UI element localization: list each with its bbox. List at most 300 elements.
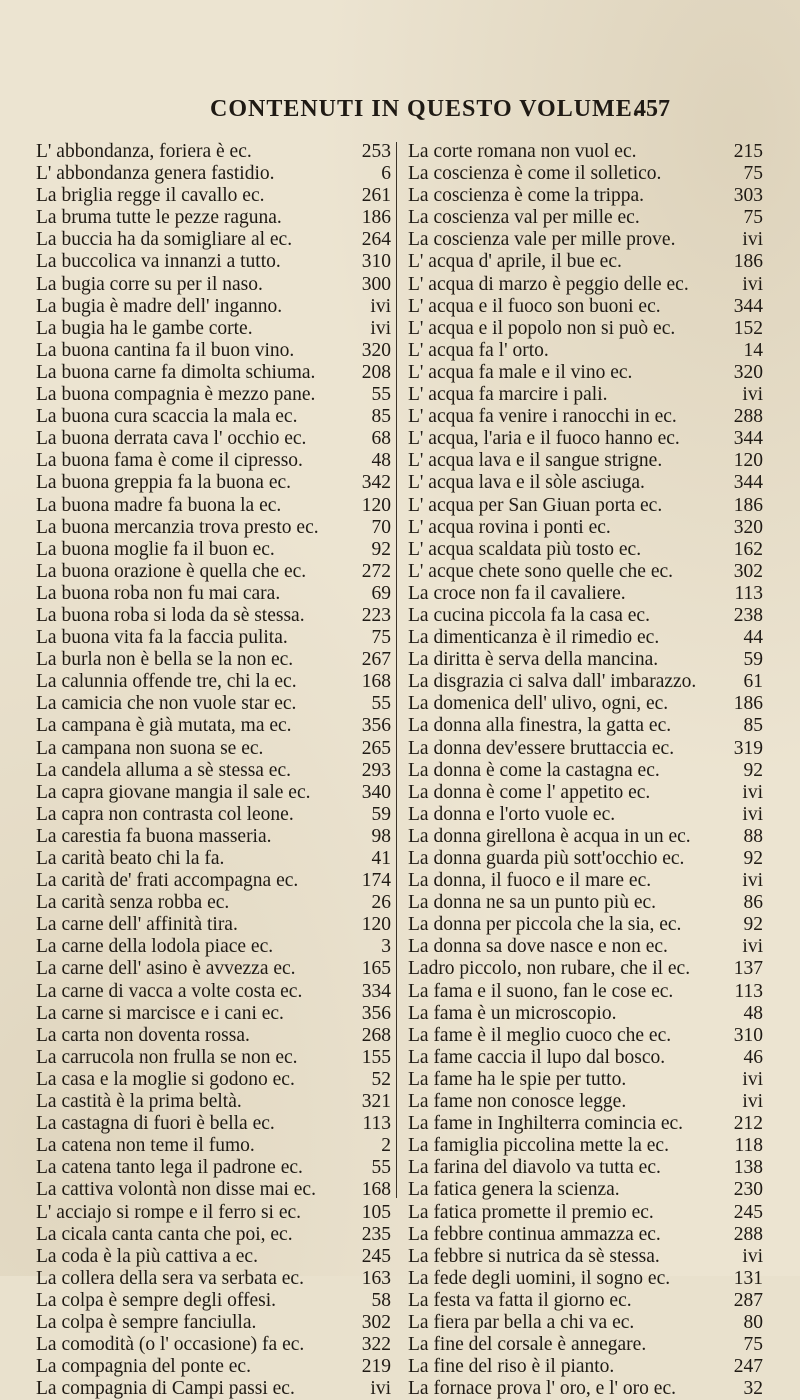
entry-page-number: 163 xyxy=(361,1267,391,1289)
entry-page-number: 75 xyxy=(743,163,763,185)
index-entry xyxy=(36,406,391,428)
entry-page-number: 120 xyxy=(733,450,763,472)
index-entry xyxy=(36,760,391,782)
entry-text: L' acqua di marzo è peggio delle ec. xyxy=(408,273,689,295)
index-entry xyxy=(36,1113,391,1135)
entry-page-number: 80 xyxy=(743,1311,763,1333)
entry-text: La comodità (o l' occasione) fa ec. xyxy=(36,1334,305,1356)
index-entry xyxy=(408,804,763,826)
entry-text: La donna guarda più sott'occhio ec. xyxy=(408,848,685,869)
entry-page-number: 75 xyxy=(743,207,763,229)
entry-page-number: 55 xyxy=(371,1157,391,1179)
entry-text: La fame non conosce legge. xyxy=(408,1091,627,1113)
entry-text: La carta non doventa rossa. xyxy=(36,1024,250,1046)
index-entry xyxy=(408,384,763,406)
entry-page-number: 320 xyxy=(361,339,391,361)
entry-text: L' acque chete sono quelle che ec. xyxy=(408,560,674,582)
entry-page-number: ivi xyxy=(742,229,763,251)
index-entry xyxy=(36,958,391,980)
index-entry xyxy=(408,936,763,958)
index-entry xyxy=(36,715,391,737)
entry-page-number: 92 xyxy=(743,848,763,869)
entry-text: La fame ha le spie per tutto. xyxy=(408,1068,627,1090)
index-entry xyxy=(408,1268,763,1290)
index-entry xyxy=(408,958,763,980)
index-entry xyxy=(408,892,763,914)
entry-page-number: 245 xyxy=(361,1245,391,1267)
entry-text: L' acqua fa marcire i pali. xyxy=(408,384,608,406)
index-entry xyxy=(408,583,763,605)
index-entry xyxy=(36,561,391,583)
index-entry xyxy=(408,1290,763,1312)
entry-text: La fornace prova l' oro, e l' oro ec. xyxy=(408,1378,676,1400)
entry-text: La donna è come la castagna ec. xyxy=(408,759,660,781)
entry-page-number: 322 xyxy=(361,1334,391,1356)
index-entry xyxy=(408,296,763,318)
entry-page-number: 320 xyxy=(733,516,763,538)
entry-page-number: 98 xyxy=(371,825,391,847)
index-entry xyxy=(408,1047,763,1069)
index-entry xyxy=(36,1069,391,1091)
entry-page-number: ivi xyxy=(742,1245,763,1267)
entry-page-number: 120 xyxy=(361,494,391,516)
entry-page-number: 215 xyxy=(733,141,763,162)
entry-page-number: 168 xyxy=(361,671,391,693)
entry-text: La coscienza val per mille ec. xyxy=(408,207,640,229)
entry-page-number: 302 xyxy=(361,1311,391,1333)
entry-text: La carne di vacca a volte costa ec. xyxy=(36,980,303,1002)
index-entry xyxy=(408,1069,763,1091)
index-entry xyxy=(408,1312,763,1334)
entry-text: La bugia ha le gambe corte. xyxy=(36,317,253,339)
index-entry xyxy=(36,1246,391,1268)
entry-text: La burla non è bella se la non ec. xyxy=(36,649,294,671)
entry-text: La disgrazia ci salva dall' imbarazzo. xyxy=(408,671,697,693)
entry-text: La fama e il suono, fan le cose ec. xyxy=(408,980,674,1002)
entry-page-number: 302 xyxy=(733,560,763,582)
entry-page-number: ivi xyxy=(370,317,391,339)
index-entry xyxy=(36,1202,391,1224)
entry-page-number: 92 xyxy=(743,914,763,936)
entry-page-number: 268 xyxy=(361,1024,391,1046)
index-entry xyxy=(408,870,763,892)
index-entry xyxy=(408,274,763,296)
index-entry xyxy=(36,472,391,494)
entry-page-number: 310 xyxy=(733,1024,763,1046)
entry-text: L' abbondanza genera fastidio. xyxy=(36,163,275,185)
entry-page-number: 235 xyxy=(361,1223,391,1245)
index-entry xyxy=(408,1334,763,1356)
index-entry xyxy=(36,229,391,251)
page-number: 457 xyxy=(634,96,670,122)
entry-text: L' acciajo si rompe e il ferro si ec. xyxy=(36,1201,302,1223)
entry-page-number: 61 xyxy=(743,671,763,693)
entry-text: L' acqua fa l' orto. xyxy=(408,339,549,361)
index-entry xyxy=(408,1202,763,1224)
entry-page-number: 321 xyxy=(361,1091,391,1113)
entry-text: La cucina piccola fa la casa ec. xyxy=(408,604,650,626)
entry-text: L' acqua d' aprile, il bue ec. xyxy=(408,251,622,273)
entry-page-number: 320 xyxy=(733,361,763,383)
entry-text: La carità senza robba ec. xyxy=(36,892,230,914)
index-entry xyxy=(36,804,391,826)
index-entry xyxy=(408,561,763,583)
entry-page-number: 344 xyxy=(733,472,763,494)
index-entry xyxy=(36,141,391,163)
entry-text: La colpa è sempre degli offesi. xyxy=(36,1289,277,1311)
index-entry xyxy=(36,251,391,273)
entry-text: La donna girellona è acqua in un ec. xyxy=(408,825,691,847)
index-entry xyxy=(408,517,763,539)
entry-text: La donna ne sa un punto più ec. xyxy=(408,892,657,914)
entry-text: La campana non suona se ec. xyxy=(36,737,264,759)
entry-text: La donna è come l' appetito ec. xyxy=(408,781,651,803)
index-entry xyxy=(36,539,391,561)
entry-page-number: 32 xyxy=(743,1378,763,1400)
index-entry xyxy=(36,870,391,892)
entry-text: La bugia è madre dell' inganno. xyxy=(36,295,283,317)
entry-page-number: 186 xyxy=(733,251,763,273)
entry-text: La campana è già mutata, ma ec. xyxy=(36,715,292,737)
entry-text: La collera della sera va serbata ec. xyxy=(36,1267,304,1289)
entry-page-number: 356 xyxy=(361,715,391,737)
entry-page-number: 113 xyxy=(362,1113,391,1135)
entry-text: La camicia che non vuole star ec. xyxy=(36,693,297,715)
entry-page-number: 186 xyxy=(733,494,763,516)
entry-text: La domenica dell' ulivo, ogni, ec. xyxy=(408,693,669,715)
index-entry xyxy=(36,981,391,1003)
index-entry xyxy=(408,450,763,472)
index-entry xyxy=(408,185,763,207)
entry-page-number: 319 xyxy=(733,737,763,759)
entry-page-number: 288 xyxy=(733,406,763,428)
entry-text: La fatica promette il premio ec. xyxy=(408,1201,654,1223)
entry-page-number: 344 xyxy=(733,428,763,450)
entry-page-number: 310 xyxy=(361,251,391,273)
entry-page-number: 48 xyxy=(743,1002,763,1024)
index-entry xyxy=(36,1378,391,1400)
index-entry xyxy=(408,1135,763,1157)
entry-page-number: 208 xyxy=(361,361,391,383)
index-entry xyxy=(408,671,763,693)
index-entry xyxy=(408,428,763,450)
entry-text: La candela alluma a sè stessa ec. xyxy=(36,759,291,781)
entry-page-number: 59 xyxy=(743,649,763,671)
entry-text: La casa e la moglie si godono ec. xyxy=(36,1068,295,1090)
entry-page-number: 26 xyxy=(371,892,391,914)
entry-text: La buona greppia fa la buona ec. xyxy=(36,472,292,494)
entry-text: La cicala canta canta che poi, ec. xyxy=(36,1223,293,1245)
entry-page-number: 55 xyxy=(371,384,391,406)
entry-page-number: ivi xyxy=(742,803,763,825)
index-entry xyxy=(36,892,391,914)
entry-page-number: 69 xyxy=(371,582,391,604)
entry-text: La buona roba si loda da sè stessa. xyxy=(36,604,305,626)
index-entry xyxy=(36,163,391,185)
entry-text: La bruma tutte le pezze raguna. xyxy=(36,207,282,229)
entry-text: La donna per piccola che la sia, ec. xyxy=(408,914,682,936)
index-entry xyxy=(36,1025,391,1047)
index-entry xyxy=(36,428,391,450)
entry-page-number: 92 xyxy=(371,538,391,560)
entry-text: La carestia fa buona masseria. xyxy=(36,825,272,847)
entry-text: La buona vita fa la faccia pulita. xyxy=(36,627,288,649)
entry-text: La diritta è serva della mancina. xyxy=(408,649,659,671)
entry-page-number: 44 xyxy=(743,627,763,649)
entry-text: La buona compagnia è mezzo pane. xyxy=(36,384,316,406)
index-entry xyxy=(408,649,763,671)
entry-page-number: 261 xyxy=(361,185,391,207)
index-entry xyxy=(36,274,391,296)
index-entry xyxy=(36,649,391,671)
entry-page-number: 48 xyxy=(371,450,391,472)
entry-page-number: 41 xyxy=(371,848,391,869)
entry-text: La buona roba non fu mai cara. xyxy=(36,582,281,604)
entry-text: La dimenticanza è il rimedio ec. xyxy=(408,627,660,649)
entry-page-number: 85 xyxy=(743,715,763,737)
index-entry xyxy=(36,738,391,760)
index-entry xyxy=(36,1135,391,1157)
index-entry xyxy=(408,318,763,340)
entry-text: La capra giovane mangia il sale ec. xyxy=(36,781,311,803)
entry-text: La famiglia piccolina mette la ec. xyxy=(408,1135,669,1157)
entry-page-number: 223 xyxy=(361,604,391,626)
entry-page-number: 113 xyxy=(734,980,763,1002)
entry-text: La catena non teme il fumo. xyxy=(36,1135,255,1157)
entry-page-number: ivi xyxy=(742,936,763,958)
entry-text: La fede degli uomini, il sogno ec. xyxy=(408,1267,671,1289)
entry-page-number: 70 xyxy=(371,516,391,538)
index-entry xyxy=(36,340,391,362)
entry-page-number: 88 xyxy=(743,825,763,847)
index-entry xyxy=(408,340,763,362)
entry-page-number: 288 xyxy=(733,1223,763,1245)
entry-text: La buona orazione è quella che ec. xyxy=(36,560,307,582)
index-entry xyxy=(408,229,763,251)
index-entry xyxy=(36,1290,391,1312)
entry-text: La buona mercanzia trova presto ec. xyxy=(36,516,319,538)
index-entry xyxy=(36,1047,391,1069)
entry-text: L' acqua fa venire i ranocchi in ec. xyxy=(408,406,677,428)
entry-text: La coda è la più cattiva a ec. xyxy=(36,1245,258,1267)
index-entry xyxy=(408,1091,763,1113)
entry-page-number: 113 xyxy=(734,582,763,604)
index-entry xyxy=(408,1157,763,1179)
index-entry xyxy=(36,384,391,406)
entry-text: L' acqua lava e il sòle asciuga. xyxy=(408,472,645,494)
entry-page-number: ivi xyxy=(370,295,391,317)
entry-page-number: 340 xyxy=(361,781,391,803)
entry-text: L' acqua per San Giuan porta ec. xyxy=(408,494,663,516)
entry-page-number: 238 xyxy=(733,604,763,626)
entry-text: La buona madre fa buona la ec. xyxy=(36,494,282,516)
entry-page-number: 59 xyxy=(371,803,391,825)
entry-text: La fatica genera la scienza. xyxy=(408,1179,620,1201)
index-entry xyxy=(408,1179,763,1201)
index-entry xyxy=(36,1003,391,1025)
index-entry xyxy=(408,627,763,649)
entry-page-number: ivi xyxy=(742,1091,763,1113)
entry-text: La donna e l'orto vuole ec. xyxy=(408,803,616,825)
entry-text: La coscienza vale per mille prove. xyxy=(408,229,676,251)
entry-text: L' acqua e il fuoco son buoni ec. xyxy=(408,295,661,317)
index-entry xyxy=(408,1113,763,1135)
index-entry xyxy=(36,495,391,517)
entry-page-number: 264 xyxy=(361,229,391,251)
entry-page-number: 300 xyxy=(361,273,391,295)
index-entry xyxy=(36,914,391,936)
entry-page-number: 165 xyxy=(361,958,391,980)
entry-page-number: 118 xyxy=(734,1135,763,1157)
left-index-column xyxy=(36,141,391,1400)
index-entry xyxy=(408,1025,763,1047)
entry-text: L' acqua, l'aria e il fuoco hanno ec. xyxy=(408,428,680,450)
entry-text: La calunnia offende tre, chi la ec. xyxy=(36,671,297,693)
entry-text: La bugia corre su per il naso. xyxy=(36,273,263,295)
index-entry xyxy=(408,1356,763,1378)
entry-page-number: 14 xyxy=(743,339,763,361)
index-entry xyxy=(36,1091,391,1113)
index-entry xyxy=(36,605,391,627)
entry-text: La castagna di fuori è bella ec. xyxy=(36,1113,275,1135)
entry-page-number: 186 xyxy=(733,693,763,715)
index-entry xyxy=(408,693,763,715)
index-entry xyxy=(36,450,391,472)
entry-page-number: 247 xyxy=(733,1356,763,1378)
entry-text: La donna, il fuoco e il mare ec. xyxy=(408,870,652,892)
index-entry xyxy=(36,583,391,605)
entry-text: La capra non contrasta col leone. xyxy=(36,803,294,825)
entry-text: La carne della lodola piace ec. xyxy=(36,936,274,958)
entry-text: La fame è il meglio cuoco che ec. xyxy=(408,1024,672,1046)
index-entry xyxy=(408,141,763,163)
index-entry xyxy=(408,1246,763,1268)
index-entry xyxy=(408,406,763,428)
entry-page-number: 46 xyxy=(743,1046,763,1068)
entry-page-number: 287 xyxy=(733,1289,763,1311)
entry-page-number: 75 xyxy=(371,627,391,649)
entry-text: La febbre si nutrica da sè stessa. xyxy=(408,1245,660,1267)
entry-text: La carne dell' affinità tira. xyxy=(36,914,238,936)
entry-text: La fame caccia il lupo dal bosco. xyxy=(408,1046,666,1068)
index-entry xyxy=(408,207,763,229)
entry-text: La buccolica va innanzi a tutto. xyxy=(36,251,281,273)
entry-page-number: ivi xyxy=(742,384,763,406)
entry-page-number: ivi xyxy=(742,870,763,892)
index-entry xyxy=(408,1003,763,1025)
index-entry xyxy=(408,472,763,494)
index-entry xyxy=(408,981,763,1003)
entry-text: L' acqua fa male e il vino ec. xyxy=(408,361,633,383)
entry-text: La febbre continua ammazza ec. xyxy=(408,1223,661,1245)
index-entry xyxy=(36,1157,391,1179)
index-entry xyxy=(36,1356,391,1378)
index-entry xyxy=(408,1378,763,1400)
entry-page-number: 334 xyxy=(361,980,391,1002)
entry-page-number: 105 xyxy=(361,1201,391,1223)
entry-page-number: 86 xyxy=(743,892,763,914)
entry-page-number: ivi xyxy=(742,273,763,295)
entry-page-number: 272 xyxy=(361,560,391,582)
index-entry xyxy=(408,163,763,185)
index-entry xyxy=(408,738,763,760)
entry-text: La croce non fa il cavaliere. xyxy=(408,582,626,604)
entry-text: La cattiva volontà non disse mai ec. xyxy=(36,1179,316,1201)
entry-text: L' acqua rovina i ponti ec. xyxy=(408,516,611,538)
entry-page-number: 344 xyxy=(733,295,763,317)
entry-text: La festa va fatta il giorno ec. xyxy=(408,1289,632,1311)
entry-page-number: 267 xyxy=(361,649,391,671)
entry-text: La carrucola non frulla se non ec. xyxy=(36,1046,298,1068)
entry-text: La fiera par bella a chi va ec. xyxy=(408,1311,635,1333)
page-title: CONTENUTI IN QUESTO VOLUME. xyxy=(210,96,640,122)
entry-page-number: 131 xyxy=(733,1267,763,1289)
index-entry xyxy=(36,296,391,318)
entry-page-number: 230 xyxy=(733,1179,763,1201)
entry-page-number: 303 xyxy=(733,185,763,207)
index-entry xyxy=(408,826,763,848)
entry-page-number: 212 xyxy=(733,1113,763,1135)
entry-text: L' acqua scaldata più tosto ec. xyxy=(408,538,642,560)
entry-page-number: ivi xyxy=(370,1378,391,1400)
entry-text: La donna sa dove nasce e non ec. xyxy=(408,936,668,958)
entry-text: La fine del corsale è annegare. xyxy=(408,1334,647,1356)
entry-page-number: 2 xyxy=(381,1135,391,1157)
entry-page-number: 58 xyxy=(371,1289,391,1311)
entry-text: La carità beato chi la fa. xyxy=(36,848,225,869)
entry-page-number: 356 xyxy=(361,1002,391,1024)
index-entry xyxy=(36,1179,391,1201)
entry-text: La farina del diavolo va tutta ec. xyxy=(408,1157,661,1179)
entry-page-number: 155 xyxy=(361,1046,391,1068)
index-entry xyxy=(408,605,763,627)
entry-text: La briglia regge il cavallo ec. xyxy=(36,185,265,207)
index-entry xyxy=(408,848,763,870)
entry-page-number: 245 xyxy=(733,1201,763,1223)
entry-page-number: 138 xyxy=(733,1157,763,1179)
index-entry xyxy=(408,251,763,273)
index-entry xyxy=(36,627,391,649)
entry-page-number: ivi xyxy=(742,1068,763,1090)
entry-page-number: 52 xyxy=(371,1068,391,1090)
index-entry xyxy=(408,760,763,782)
entry-text: La buona cantina fa il buon vino. xyxy=(36,339,295,361)
index-entry xyxy=(36,318,391,340)
entry-page-number: 55 xyxy=(371,693,391,715)
index-entry xyxy=(36,207,391,229)
entry-page-number: 75 xyxy=(743,1334,763,1356)
entry-page-number: 186 xyxy=(361,207,391,229)
index-entry xyxy=(36,1334,391,1356)
entry-text: La buccia ha da somigliare al ec. xyxy=(36,229,293,251)
entry-page-number: 162 xyxy=(733,538,763,560)
entry-text: La carne dell' asino è avvezza ec. xyxy=(36,958,296,980)
entry-text: La donna alla finestra, la gatta ec. xyxy=(408,715,672,737)
entry-text: La colpa è sempre fanciulla. xyxy=(36,1311,257,1333)
index-entry xyxy=(408,362,763,384)
right-index-column xyxy=(408,141,763,1400)
entry-page-number: 174 xyxy=(361,870,391,892)
index-entry xyxy=(36,362,391,384)
index-entry xyxy=(36,1224,391,1246)
entry-page-number: 92 xyxy=(743,759,763,781)
index-entry xyxy=(408,1224,763,1246)
entry-page-number: 253 xyxy=(361,141,391,162)
entry-text: La buona cura scaccia la mala ec. xyxy=(36,406,298,428)
entry-text: La coscienza è come il solletico. xyxy=(408,163,662,185)
entry-text: La buona derrata cava l' occhio ec. xyxy=(36,428,307,450)
column-divider xyxy=(396,142,397,1198)
